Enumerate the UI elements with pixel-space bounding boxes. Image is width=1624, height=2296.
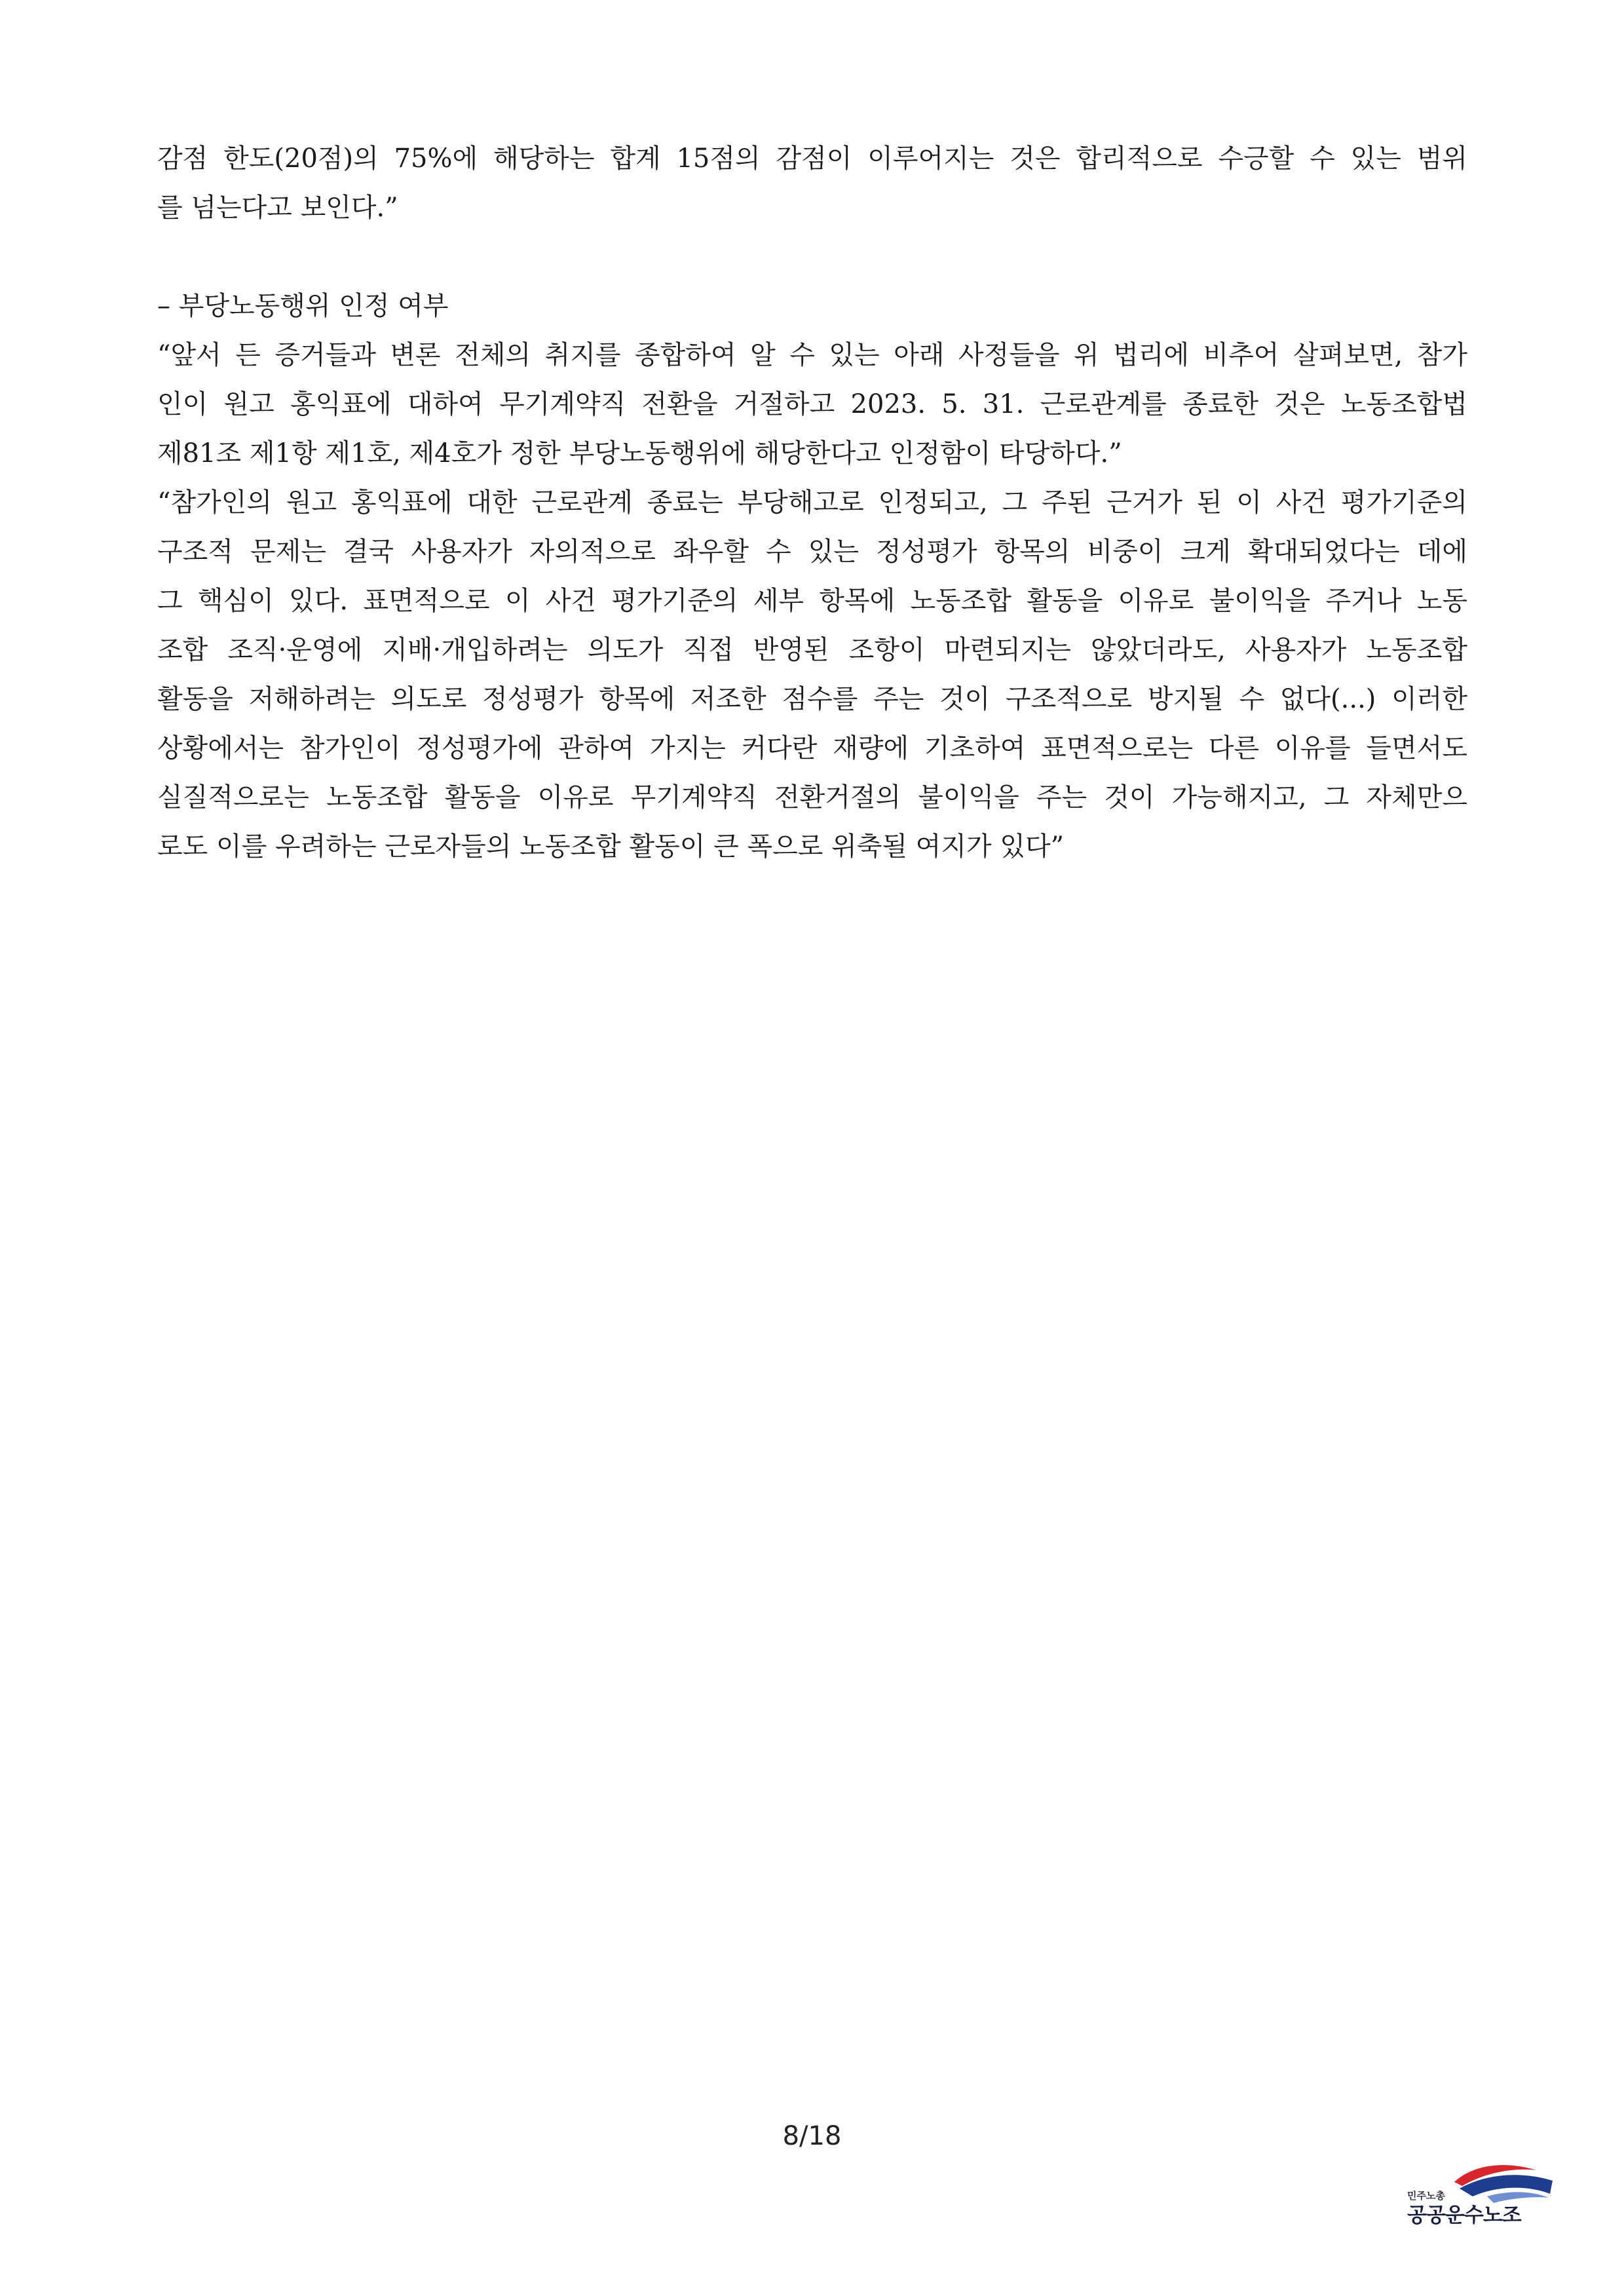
document-body <box>157 134 1467 871</box>
paragraph-structural-problem <box>157 478 1467 871</box>
text-line: 를 넘는다고 보인다.” <box>157 193 398 223</box>
text-line: 로도 이를 우려하는 근로자들의 노동조합 활동이 큰 폭으로 위축될 여지가 있다” <box>157 832 1065 862</box>
paragraph-evaluation-deduction <box>157 134 1467 233</box>
section-heading: – 부당노동행위 인정 여부 <box>157 291 449 321</box>
text-line: 인이 원고 홍익표에 대하여 무기계약직 전환을 거절하고 2023. 5. 31. 근로관계를 종료한 것은 노동조합법 <box>157 389 1467 419</box>
paragraph-unfair-labor-practice <box>157 331 1467 478</box>
text-line: 조합 조직·운영에 지배·개입하려는 의도가 직접 반영된 조항이 마련되지는 않았더라도, 사용자가 노동조합 <box>157 635 1467 665</box>
text-line: 감점 한도(20점)의 75%에 해당하는 합계 15점의 감점이 이루어지는 것은 합리적으로 수긍할 수 있는 범위 <box>157 144 1467 174</box>
text-line: 구조적 문제는 결국 사용자가 자의적으로 좌우할 수 있는 정성평가 항목의 비중이 크게 확대되었다는 데에 <box>157 537 1467 567</box>
text-line: “참가인의 원고 홍익표에 대한 근로관계 종료는 부당해고로 인정되고, 그 주된 근거가 된 이 사건 평가기준의 <box>157 488 1467 518</box>
logo-small-text: 민주노총 <box>1407 2190 1445 2202</box>
text-line: 활동을 저해하려는 의도로 정성평가 항목에 저조한 점수를 주는 것이 구조적으로 방지될 수 없다(...) 이러한 <box>157 684 1467 714</box>
union-logo <box>1389 2156 1566 2234</box>
spacer <box>157 233 1467 282</box>
text-line: 실질적으로는 노동조합 활동을 이유로 무기계약직 전환거절의 불이익을 주는 것이 가능해지고, 그 자체만으 <box>157 782 1467 813</box>
text-line: 제81조 제1항 제1호, 제4호가 정한 부당노동행위에 해당한다고 인정함이 타당하다.” <box>157 438 1122 469</box>
text-line: 상황에서는 참가인이 정성평가에 관하여 가지는 커다란 재량에 기초하여 표면적으로는 다른 이유를 들면서도 <box>157 733 1467 763</box>
logo-name-text: 공공운수노조 <box>1407 2204 1521 2227</box>
text-line: 그 핵심이 있다. 표면적으로 이 사건 평가기준의 세부 항목에 노동조합 활동을 이유로 불이익을 주거나 노동 <box>157 586 1467 616</box>
page-number: 8/18 <box>782 2121 842 2151</box>
text-line: “앞서 든 증거들과 변론 전체의 취지를 종합하여 알 수 있는 아래 사정들을 위 법리에 비추어 살펴보면, 참가 <box>157 340 1467 370</box>
